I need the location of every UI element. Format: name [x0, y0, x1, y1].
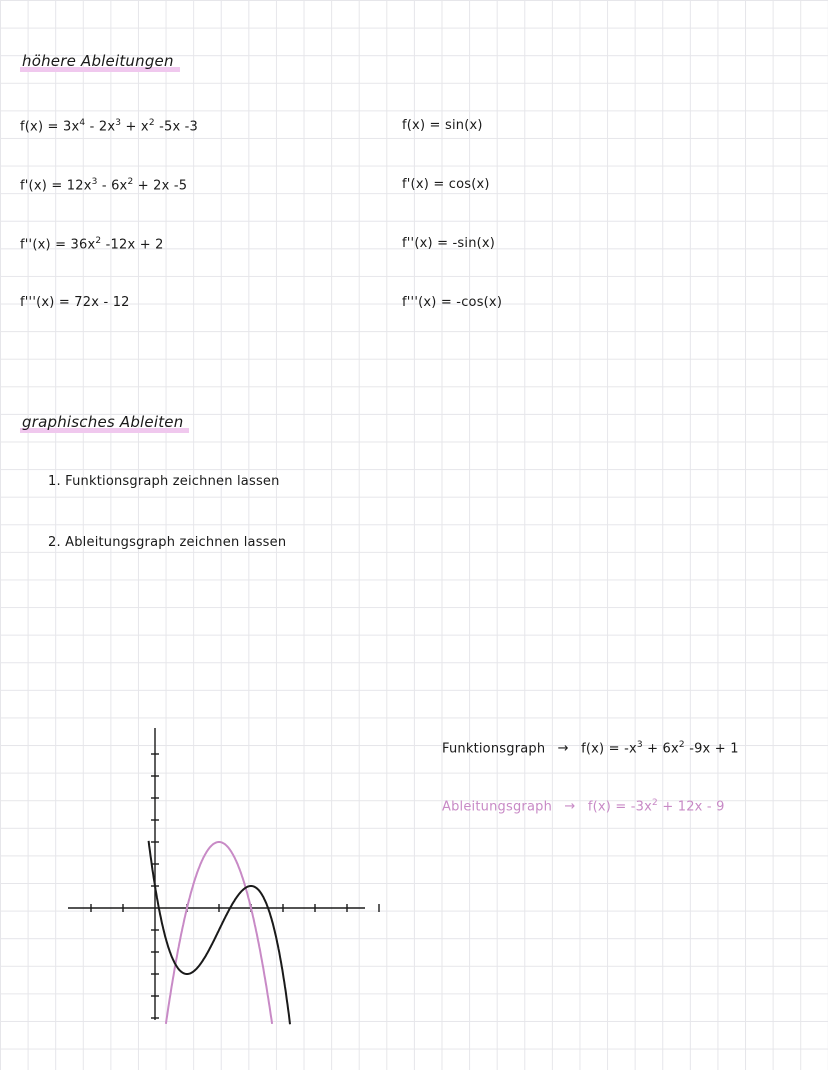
polynomial-f: $f(x) = 3x^4 - 2x^3 + x^2$ -5x -3: [20, 118, 199, 135]
derivative-curve: [166, 842, 272, 1024]
trig-f: f(x) = sin(x): [402, 118, 483, 133]
trig-f-triple-prime: f'''(x) = -cos(x): [402, 295, 503, 310]
heading-graphical-derivation: graphisches Ableiten: [20, 413, 189, 433]
trig-f-double-prime: f''(x) = -sin(x): [402, 236, 496, 251]
arrow-icon: →: [557, 741, 569, 757]
heading-higher-derivatives: höhere Ableitungen: [20, 52, 180, 72]
legend-derivative-label: Ableitungsgraph: [442, 799, 553, 815]
legend-derivative: Ableitungsgraph → $f(x) = -3x^2 + 12x - 9$: [442, 798, 725, 815]
function-derivative-sketch: [60, 720, 380, 1030]
polynomial-f-double-prime: $f''(x) = 36x^2$ -12x + 2: [20, 236, 164, 253]
legend-function: Funktionsgraph → $f(x) = -x^3 + 6x^2$ -9x + 1: [442, 740, 739, 757]
step-2: 2. Ableitungsgraph zeichnen lassen: [48, 535, 287, 550]
legend-function-label: Funktionsgraph: [442, 741, 546, 757]
arrow-icon: →: [564, 799, 576, 815]
polynomial-f-triple-prime: f'''(x) = 72x - 12: [20, 295, 130, 310]
trig-f-prime: f'(x) = cos(x): [402, 177, 490, 192]
coordinate-axes: [68, 728, 379, 1020]
polynomial-f-prime: $f'(x) = 12x^3 - 6x^2 + 2x$ -5: [20, 177, 188, 194]
step-1: 1. Funktionsgraph zeichnen lassen: [48, 474, 280, 489]
